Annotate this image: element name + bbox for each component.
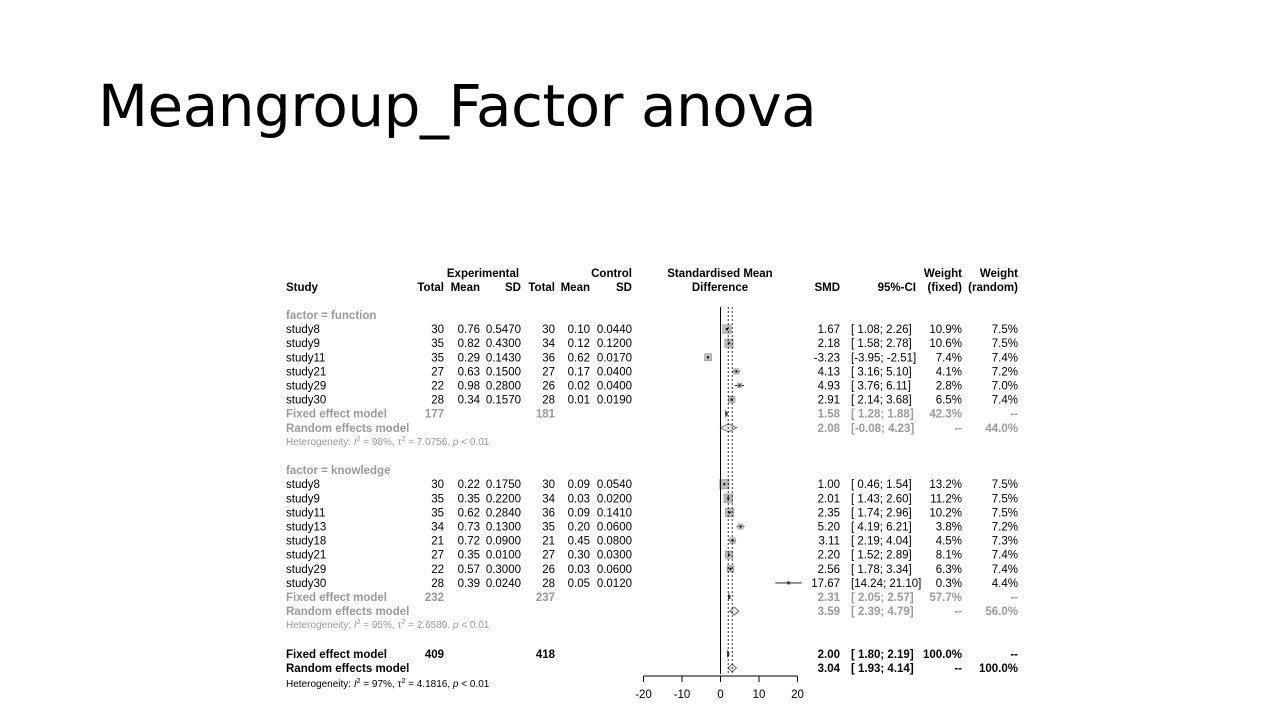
study-row-1-4-e-mean: 0.72 bbox=[457, 535, 480, 548]
study-row-0-1-ci: [ 1.58; 2.78] bbox=[851, 338, 912, 351]
study-row-0-5-c-sd: 0.0190 bbox=[596, 394, 632, 407]
study-row-0-4-c-mean: 0.02 bbox=[567, 380, 590, 393]
x-tick-label-3: 10 bbox=[752, 689, 766, 701]
study-row-1-0-e-sd: 0.1750 bbox=[485, 479, 521, 492]
study-row-0-3-e-sd: 0.1500 bbox=[485, 366, 521, 379]
slide-title: Meangroup_Factor anova bbox=[98, 72, 817, 140]
study-row-0-2-e-sd: 0.1430 bbox=[485, 352, 521, 365]
header-effect-line1: Standardised Mean bbox=[667, 268, 773, 280]
study-row-1-6-c-total: 26 bbox=[542, 563, 555, 576]
study-row-1-3-c-sd: 0.0600 bbox=[596, 521, 632, 534]
study-row-1-3-point bbox=[740, 526, 742, 528]
study-row-0-1-c-mean: 0.12 bbox=[567, 338, 590, 351]
study-row-1-1-c-mean: 0.03 bbox=[567, 493, 590, 506]
study-row-1-0-point bbox=[723, 483, 725, 485]
study-row-0-3-c-sd: 0.0400 bbox=[596, 366, 632, 379]
subgroup-1-fixed-ci: [ 2.05; 2.57] bbox=[851, 592, 914, 604]
study-row-1-7-weight-random: 4.4% bbox=[991, 577, 1018, 590]
overall-fixed-label: Fixed effect model bbox=[286, 649, 387, 661]
study-row-0-2-e-mean: 0.29 bbox=[457, 352, 480, 365]
study-row-1-6-e-mean: 0.57 bbox=[457, 563, 480, 576]
subgroup-0-random-label: Random effects model bbox=[286, 422, 410, 435]
study-row-1-4-c-sd: 0.0800 bbox=[596, 535, 632, 548]
study-row-1-6-smd: 2.56 bbox=[817, 563, 840, 576]
overall-random-weight-random: 100.0% bbox=[978, 663, 1018, 676]
study-row-0-2-c-sd: 0.0170 bbox=[596, 352, 632, 365]
overall-fixed-smd: 2.00 bbox=[817, 649, 840, 661]
study-row-0-3-e-mean: 0.63 bbox=[457, 366, 480, 379]
study-row-0-0-e-total: 30 bbox=[431, 324, 444, 337]
study-row-1-4-weight-random: 7.3% bbox=[991, 535, 1018, 548]
x-tick-label-2: 0 bbox=[717, 689, 724, 701]
study-row-1-5-ci: [ 1.52; 2.89] bbox=[851, 549, 912, 562]
heterogeneity-part: < 0.01 bbox=[458, 679, 490, 691]
study-row-0-0-point bbox=[726, 328, 728, 330]
overall-fixed-weight-random: -- bbox=[1010, 649, 1018, 661]
subgroup-0-fixed-label: Fixed effect model bbox=[286, 408, 387, 421]
study-row-1-2-c-sd: 0.1410 bbox=[596, 507, 632, 520]
heterogeneity-part: τ bbox=[397, 436, 402, 448]
header-effect-line2: Difference bbox=[691, 282, 749, 294]
heterogeneity-part: 2 bbox=[401, 619, 406, 627]
study-row-0-3-e-total: 27 bbox=[431, 366, 444, 379]
study-row-0-2-ci: [-3.95; -2.51] bbox=[851, 352, 917, 365]
study-row-0-5-c-mean: 0.01 bbox=[567, 394, 590, 407]
study-row-0-0-e-mean: 0.76 bbox=[457, 324, 480, 337]
study-row-1-6-weight-random: 7.4% bbox=[991, 563, 1018, 576]
study-row-0-1-label: study9 bbox=[286, 338, 320, 351]
study-row-1-4-smd: 3.11 bbox=[818, 535, 840, 548]
x-tick-label-4: 20 bbox=[791, 689, 804, 701]
study-row-1-5-c-total: 27 bbox=[542, 549, 555, 562]
study-row-1-5-c-sd: 0.0300 bbox=[596, 549, 632, 562]
subgroup-1-random-diamond bbox=[730, 607, 739, 615]
study-row-1-3-weight-random: 7.2% bbox=[991, 521, 1018, 534]
study-row-1-4-ci: [ 2.19; 4.04] bbox=[851, 535, 912, 548]
heterogeneity-part: < 0.01 bbox=[458, 620, 490, 632]
study-row-1-2-point bbox=[729, 511, 731, 513]
header-experimental: Experimental bbox=[446, 268, 520, 280]
subgroup-0-fixed-smd: 1.58 bbox=[817, 408, 840, 421]
study-row-1-0-e-total: 30 bbox=[431, 479, 444, 492]
subgroup-1-fixed-c-total: 237 bbox=[535, 592, 555, 604]
study-row-1-3-smd: 5.20 bbox=[817, 521, 840, 534]
study-row-1-1-e-total: 35 bbox=[431, 493, 444, 506]
study-row-0-3-c-mean: 0.17 bbox=[567, 366, 590, 379]
study-row-0-2-point bbox=[707, 356, 709, 358]
heterogeneity-part: 2 bbox=[356, 678, 361, 686]
study-row-1-3-c-total: 35 bbox=[542, 521, 555, 534]
study-row-1-3-weight-fixed: 3.8% bbox=[935, 521, 962, 534]
header-weight-random-line1: Weight bbox=[979, 268, 1018, 280]
study-row-0-0-c-sd: 0.0440 bbox=[596, 324, 632, 337]
study-row-0-0-c-total: 30 bbox=[542, 324, 555, 337]
study-row-1-6-c-mean: 0.03 bbox=[567, 563, 590, 576]
study-row-1-6-weight-fixed: 6.3% bbox=[935, 563, 962, 576]
header-c-total: Total bbox=[528, 282, 555, 294]
heterogeneity-part: 2 bbox=[401, 678, 406, 686]
subgroup-1-fixed-smd: 2.31 bbox=[817, 592, 840, 604]
heterogeneity-part: 2 bbox=[356, 435, 361, 443]
subgroup-0-fixed-point bbox=[726, 412, 728, 416]
overall-random-label: Random effects model bbox=[286, 663, 410, 676]
study-row-1-2-c-total: 36 bbox=[542, 507, 555, 520]
study-row-1-2-ci: [ 1.74; 2.96] bbox=[851, 507, 912, 520]
study-row-1-7-e-total: 28 bbox=[431, 577, 444, 590]
overall-fixed-e-total: 409 bbox=[424, 649, 444, 661]
study-row-1-4-label: study18 bbox=[286, 535, 327, 548]
study-row-1-7-ci: [14.24; 21.10] bbox=[851, 577, 922, 590]
study-row-0-1-c-total: 34 bbox=[542, 338, 555, 351]
study-row-0-4-point bbox=[738, 385, 740, 387]
study-row-1-0-c-total: 30 bbox=[542, 479, 555, 492]
subgroup-0-fixed-weight-random: -- bbox=[1010, 408, 1018, 421]
subgroup-1-fixed-label: Fixed effect model bbox=[286, 592, 387, 604]
study-row-1-2-weight-random: 7.5% bbox=[991, 507, 1018, 520]
heterogeneity-part: = 4.1816, bbox=[405, 679, 453, 691]
study-row-1-1-c-total: 34 bbox=[542, 493, 555, 506]
overall-heterogeneity bbox=[286, 678, 490, 690]
study-row-1-1-e-sd: 0.2200 bbox=[485, 493, 521, 506]
study-row-1-1-e-mean: 0.35 bbox=[457, 493, 480, 506]
header-control: Control bbox=[591, 268, 632, 280]
study-row-1-3-e-total: 34 bbox=[431, 521, 444, 534]
study-row-1-3-e-mean: 0.73 bbox=[457, 521, 480, 534]
subgroup-1-random-weight-fixed: -- bbox=[954, 606, 962, 619]
header-weight-fixed-line1: Weight bbox=[923, 268, 962, 280]
x-tick-label-1: -10 bbox=[673, 689, 691, 701]
header-e-total: Total bbox=[417, 282, 444, 294]
subgroup-0-random-weight-fixed: -- bbox=[954, 422, 962, 435]
study-row-0-5-label: study30 bbox=[286, 394, 327, 407]
heterogeneity-part: τ bbox=[397, 679, 402, 691]
heterogeneity-part: 2 bbox=[401, 435, 406, 443]
study-row-0-5-weight-random: 7.4% bbox=[991, 394, 1018, 407]
subgroup-1-fixed-e-total: 232 bbox=[424, 592, 444, 604]
study-row-1-6-e-sd: 0.3000 bbox=[485, 563, 521, 576]
study-row-1-5-smd: 2.20 bbox=[817, 549, 840, 562]
heterogeneity-part: p bbox=[452, 436, 459, 448]
study-row-0-2-smd: -3.23 bbox=[813, 352, 840, 365]
study-row-0-2-weight-fixed: 7.4% bbox=[935, 352, 962, 365]
heterogeneity-part: I bbox=[353, 679, 357, 691]
heterogeneity-part: p bbox=[452, 620, 459, 632]
study-row-1-6-e-total: 22 bbox=[431, 563, 444, 576]
study-row-1-5-e-mean: 0.35 bbox=[457, 549, 480, 562]
study-row-1-7-label: study30 bbox=[286, 577, 327, 590]
study-row-0-1-smd: 2.18 bbox=[817, 338, 840, 351]
study-row-1-0-label: study8 bbox=[286, 479, 320, 492]
heterogeneity-part: Heterogeneity: bbox=[286, 620, 354, 632]
study-row-1-0-ci: [ 0.46; 1.54] bbox=[851, 479, 912, 492]
study-row-1-2-e-sd: 0.2840 bbox=[485, 507, 521, 520]
heterogeneity-part: 2 bbox=[356, 619, 361, 627]
heterogeneity-part: = 98%, bbox=[360, 436, 398, 448]
heterogeneity-part: = 7.0756, bbox=[405, 436, 453, 448]
study-row-0-1-e-mean: 0.82 bbox=[457, 338, 480, 351]
subgroup-1-heterogeneity bbox=[286, 619, 490, 631]
subgroup-label-0: factor = function bbox=[286, 310, 377, 322]
study-row-1-4-c-mean: 0.45 bbox=[567, 535, 590, 548]
study-row-1-0-e-mean: 0.22 bbox=[457, 479, 480, 492]
study-row-1-5-e-sd: 0.0100 bbox=[485, 549, 521, 562]
header-c-mean: Mean bbox=[560, 282, 590, 294]
study-row-1-5-c-mean: 0.30 bbox=[567, 549, 590, 562]
subgroup-0-fixed-ci: [ 1.28; 1.88] bbox=[851, 408, 914, 421]
study-row-1-1-label: study9 bbox=[286, 493, 320, 506]
study-row-0-2-e-total: 35 bbox=[431, 352, 444, 365]
study-row-0-2-c-mean: 0.62 bbox=[567, 352, 590, 365]
study-row-1-2-smd: 2.35 bbox=[817, 507, 840, 520]
study-row-0-0-ci: [ 1.08; 2.26] bbox=[851, 324, 912, 337]
subgroup-0-random-weight-random: 44.0% bbox=[985, 422, 1018, 435]
study-row-1-2-c-mean: 0.09 bbox=[567, 507, 590, 520]
study-row-0-1-weight-random: 7.5% bbox=[991, 338, 1018, 351]
study-row-1-4-weight-fixed: 4.5% bbox=[935, 535, 962, 548]
heterogeneity-part: I bbox=[353, 436, 357, 448]
study-row-0-4-e-total: 22 bbox=[431, 380, 444, 393]
study-row-0-5-smd: 2.91 bbox=[817, 394, 840, 407]
study-row-0-2-weight-random: 7.4% bbox=[991, 352, 1018, 365]
study-row-1-7-weight-fixed: 0.3% bbox=[935, 577, 962, 590]
study-row-1-5-e-total: 27 bbox=[431, 549, 444, 562]
study-row-1-4-c-total: 21 bbox=[542, 535, 555, 548]
study-row-0-4-c-total: 26 bbox=[542, 380, 555, 393]
study-row-1-5-weight-fixed: 8.1% bbox=[935, 549, 962, 562]
overall-fixed-weight-fixed: 100.0% bbox=[922, 649, 962, 661]
study-row-1-7-e-mean: 0.39 bbox=[457, 577, 480, 590]
study-row-1-3-e-sd: 0.1300 bbox=[485, 521, 521, 534]
header-weight-random-line2: (random) bbox=[968, 282, 1018, 294]
subgroup-label-1: factor = knowledge bbox=[286, 465, 391, 478]
heterogeneity-part: Heterogeneity: bbox=[286, 436, 354, 448]
study-row-1-1-smd: 2.01 bbox=[817, 493, 840, 506]
study-row-0-5-weight-fixed: 6.5% bbox=[935, 394, 962, 407]
study-row-0-0-weight-fixed: 10.9% bbox=[929, 324, 962, 337]
study-row-1-6-c-sd: 0.0600 bbox=[596, 563, 632, 576]
subgroup-1-random-weight-random: 56.0% bbox=[985, 606, 1018, 619]
study-row-0-4-ci: [ 3.76; 6.11] bbox=[851, 380, 911, 393]
study-row-1-1-weight-fixed: 11.2% bbox=[930, 493, 962, 506]
overall-random-smd: 3.04 bbox=[817, 663, 840, 676]
study-row-1-2-weight-fixed: 10.2% bbox=[929, 507, 962, 520]
study-row-0-3-label: study21 bbox=[286, 366, 327, 379]
heterogeneity-part: = 95%, bbox=[360, 620, 398, 632]
study-row-0-3-point bbox=[735, 370, 737, 372]
study-row-0-4-label: study29 bbox=[286, 380, 327, 393]
study-row-0-3-ci: [ 3.16; 5.10] bbox=[851, 366, 912, 379]
study-row-1-0-smd: 1.00 bbox=[817, 479, 840, 492]
study-row-1-6-label: study29 bbox=[286, 563, 327, 576]
study-row-1-0-c-sd: 0.0540 bbox=[596, 479, 632, 492]
subgroup-0-heterogeneity bbox=[286, 436, 490, 448]
x-tick-label-0: -20 bbox=[635, 689, 652, 701]
header-e-mean: Mean bbox=[450, 282, 480, 294]
subgroup-0-random-ci: [-0.08; 4.23] bbox=[851, 422, 915, 435]
heterogeneity-part: τ bbox=[397, 620, 402, 632]
study-row-1-7-c-mean: 0.05 bbox=[567, 577, 590, 590]
study-row-0-3-weight-fixed: 4.1% bbox=[935, 366, 962, 379]
header-smd: SMD bbox=[814, 282, 840, 294]
overall-random-weight-fixed: -- bbox=[954, 663, 962, 676]
study-row-0-5-e-total: 28 bbox=[431, 394, 444, 407]
heterogeneity-part: = 2.6589, bbox=[405, 620, 453, 632]
study-row-0-0-label: study8 bbox=[286, 324, 320, 337]
study-row-1-3-c-mean: 0.20 bbox=[567, 521, 590, 534]
study-row-0-4-smd: 4.93 bbox=[817, 380, 840, 393]
study-row-1-6-ci: [ 1.78; 3.34] bbox=[851, 563, 912, 576]
study-row-1-1-ci: [ 1.43; 2.60] bbox=[851, 493, 912, 506]
study-row-1-0-weight-random: 7.5% bbox=[991, 479, 1018, 492]
study-row-1-6-point bbox=[729, 568, 731, 570]
header-study: Study bbox=[286, 282, 318, 294]
subgroup-0-fixed-weight-fixed: 42.3% bbox=[929, 408, 962, 421]
study-row-1-7-c-total: 28 bbox=[542, 577, 555, 590]
study-row-0-0-e-sd: 0.5470 bbox=[485, 324, 521, 337]
study-row-1-4-e-sd: 0.0900 bbox=[485, 535, 521, 548]
study-row-1-3-ci: [ 4.19; 6.21] bbox=[851, 521, 912, 534]
study-row-0-4-c-sd: 0.0400 bbox=[596, 380, 632, 393]
study-row-1-2-e-mean: 0.62 bbox=[457, 507, 480, 520]
subgroup-1-random-label: Random effects model bbox=[286, 606, 410, 619]
subgroup-0-random-smd: 2.08 bbox=[817, 422, 840, 435]
study-row-0-5-e-sd: 0.1570 bbox=[485, 394, 521, 407]
study-row-1-5-label: study21 bbox=[286, 549, 327, 562]
heterogeneity-part: Heterogeneity: bbox=[286, 679, 354, 691]
study-row-1-7-point bbox=[788, 582, 790, 584]
study-row-1-0-weight-fixed: 13.2% bbox=[929, 479, 962, 492]
study-row-0-4-weight-fixed: 2.8% bbox=[935, 380, 962, 393]
study-row-0-1-e-sd: 0.4300 bbox=[485, 338, 521, 351]
study-row-0-2-c-total: 36 bbox=[542, 352, 555, 365]
header-ci: 95%-CI bbox=[877, 282, 916, 294]
study-row-1-2-label: study11 bbox=[286, 507, 326, 520]
study-row-0-1-weight-fixed: 10.6% bbox=[929, 338, 962, 351]
study-row-0-3-smd: 4.13 bbox=[817, 366, 840, 379]
subgroup-1-fixed-point bbox=[728, 595, 730, 599]
header-c-sd: SD bbox=[616, 282, 632, 294]
study-row-1-4-e-total: 21 bbox=[431, 535, 444, 548]
heterogeneity-part: p bbox=[452, 679, 459, 691]
subgroup-0-fixed-c-total: 181 bbox=[535, 408, 555, 421]
subgroup-1-random-smd: 3.59 bbox=[817, 606, 840, 619]
study-row-1-7-e-sd: 0.0240 bbox=[485, 577, 521, 590]
overall-fixed-ci: [ 1.80; 2.19] bbox=[851, 649, 914, 661]
study-row-0-0-smd: 1.67 bbox=[817, 324, 840, 337]
study-row-0-4-e-mean: 0.98 bbox=[457, 380, 480, 393]
heterogeneity-part: < 0.01 bbox=[458, 436, 490, 448]
study-row-1-7-c-sd: 0.0120 bbox=[596, 577, 632, 590]
header-weight-fixed-line2: (fixed) bbox=[927, 282, 962, 294]
study-row-1-1-weight-random: 7.5% bbox=[991, 493, 1018, 506]
study-row-0-0-c-mean: 0.10 bbox=[567, 324, 590, 337]
study-row-1-2-e-total: 35 bbox=[431, 507, 444, 520]
study-row-1-0-c-mean: 0.09 bbox=[567, 479, 590, 492]
overall-random-ci: [ 1.93; 4.14] bbox=[851, 663, 914, 676]
overall-fixed-c-total: 418 bbox=[535, 649, 555, 661]
study-row-0-5-c-total: 28 bbox=[542, 394, 555, 407]
study-row-0-5-e-mean: 0.34 bbox=[457, 394, 480, 407]
study-row-0-3-weight-random: 7.2% bbox=[991, 366, 1018, 379]
study-row-1-3-label: study13 bbox=[286, 521, 327, 534]
study-row-1-1-c-sd: 0.0200 bbox=[596, 493, 632, 506]
study-row-0-5-ci: [ 2.14; 3.68] bbox=[851, 394, 912, 407]
study-row-0-1-e-total: 35 bbox=[431, 338, 444, 351]
study-row-0-0-weight-random: 7.5% bbox=[991, 324, 1018, 337]
study-row-1-5-weight-random: 7.4% bbox=[991, 549, 1018, 562]
study-row-0-4-weight-random: 7.0% bbox=[991, 380, 1018, 393]
subgroup-1-fixed-weight-fixed: 57.7% bbox=[929, 592, 962, 604]
heterogeneity-part: = 97%, bbox=[360, 679, 398, 691]
study-row-0-4-e-sd: 0.2800 bbox=[485, 380, 521, 393]
study-row-0-1-c-sd: 0.1200 bbox=[596, 338, 632, 351]
study-row-0-2-label: study11 bbox=[286, 352, 326, 365]
study-row-0-3-c-total: 27 bbox=[542, 366, 555, 379]
subgroup-1-fixed-weight-random: -- bbox=[1010, 592, 1018, 604]
subgroup-0-fixed-e-total: 177 bbox=[424, 408, 444, 421]
header-e-sd: SD bbox=[505, 282, 521, 294]
heterogeneity-part: I bbox=[353, 620, 357, 632]
subgroup-1-random-ci: [ 2.39; 4.79] bbox=[851, 606, 914, 619]
study-row-1-7-smd: 17.67 bbox=[811, 577, 840, 590]
